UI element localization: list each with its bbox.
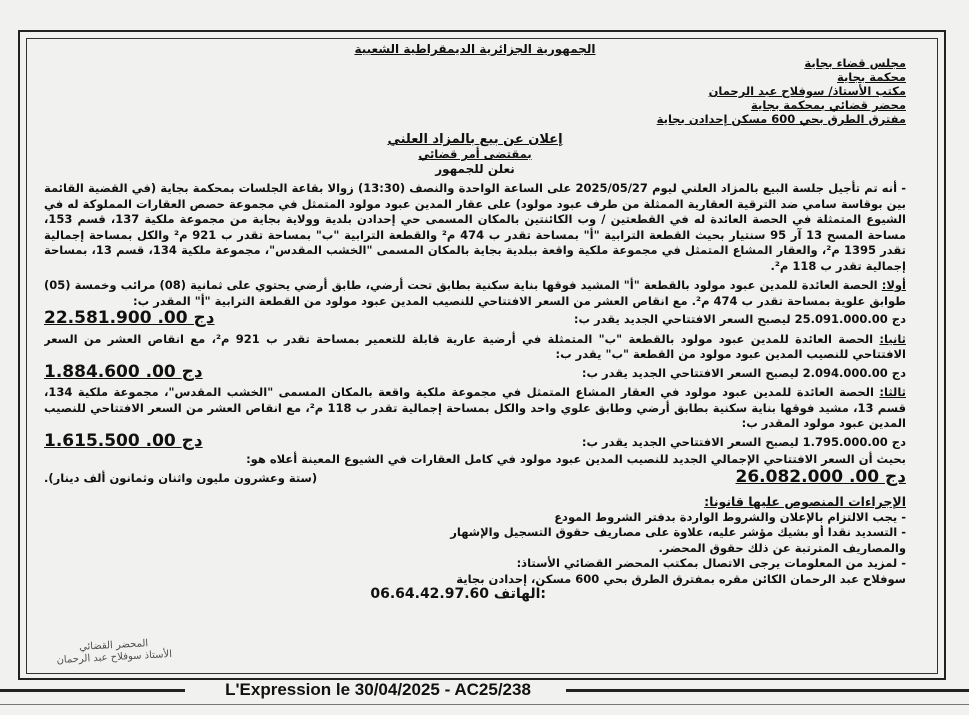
section-2-prices bbox=[44, 361, 906, 382]
section-2-heading: ثانيا: bbox=[879, 331, 906, 346]
section-3-new-price: 1.615.500 .00 دج bbox=[44, 430, 203, 451]
court-council: مجلس قضاء بجاية bbox=[804, 56, 906, 70]
publication-footer: L'Expression le 30/04/2025 - AC25/238 bbox=[225, 680, 531, 699]
section-3-text: الحصة العائدة للمدين عبود مولود في العقار المشاع المتمثل في مجموعة ملكية واقعة بالمكان المسمى "الخشب المقدس"، مجموعة ملكية 134، قسم 13، مشيد فوقها بناية سكنية بطابق أرضي وطابق علوي واحد والكل بمساحة إجمالية تقدر ب 118 م²، مع انقاص العشر من السعر الافتتاحي للنصيب المدين عبود مولود المقدر ب: bbox=[44, 385, 906, 430]
title-line-1: إعلان عن بيع بالمزاد العلني bbox=[387, 132, 563, 147]
court-name: محكمة بجاية bbox=[837, 70, 906, 84]
intro-text: - أنه تم تأجيل جلسة البيع بالمزاد العلني ليوم 2025/05/27 على الساعة الواحدة والنصف (13:30) زوالا بقاعة الجلسات بمحكمة بجاية (في القضية القائمة بين بوقاسة سامي ضد الترقية العقارية الممثلة من طرف عبود مولود) على عقار المدين عبود مولود المتمثل في مجموعة حصص العقارات المملوكة له في الشيوع المتمثلة في الحصة العائدة له في القطعتين / وب الكائنتين بالمكان المسمى حي إحدادن بلدية وولاية بجاية من مجموعة ملكية 137، قسم 153، مساحة المسح 13 آر 95 سنتيار بحيث القطعة الترابية "أ" بمساحة تقدر ب 474 م² والقطعة الترابية "ب" بمساحة تقدر ب 921 م² والكل بمساحة إجمالية تقدر 1395 م²، والعقار المشاع المتمثل في مجموعة ملكية واقعة ببلدية بجاية بالمكان المسمى "الخشب المقدس"، مجموعة ملكية 134، قسم 13، بمساحة إجمالية تقدر ب 118 م². bbox=[44, 181, 906, 273]
bailiff-title: محضر قضائي بمحكمة بجاية bbox=[751, 98, 906, 112]
section-3 bbox=[44, 385, 906, 486]
section-3-new-label: ليصبح السعر الافتتاحي الجديد يقدر ب: bbox=[581, 434, 799, 449]
section-2-new-label: ليصبح السعر الافتتاحي الجديد يقدر ب: bbox=[581, 365, 799, 380]
section-2 bbox=[44, 332, 906, 382]
section-1-heading: أولا: bbox=[881, 278, 906, 292]
issuer-block bbox=[44, 56, 906, 126]
page-edge bbox=[0, 704, 969, 715]
procedures-title: الإجراءات المنصوص عليها قانونا: bbox=[704, 494, 906, 509]
section-1-text: الحصة العائدة للمدين عبود مولود بالقطعة "أ" المشيد فوقها بناية سكنية بطابق تحت أرضي، طابق أرضي يحتوي على ثمانية (08) مرائب وخمسة (05) طوابق علوية بمساحة تقدر ب 474 م². مع انقاص العشر من السعر الافتتاحي للنصيب المدين عبود مولود من القطعة الترابية "أ" المقدر ب: bbox=[44, 278, 906, 308]
footer-rule-left bbox=[0, 689, 185, 692]
section-1-old-price: 25.091.000.00 دج bbox=[794, 312, 906, 326]
section-3-old-price: 1.795.000.00 دج bbox=[802, 434, 906, 449]
procedure-item: - التسديد نقدا أو بشيك مؤشر عليه، علاوة على مصاريف حقوق التسجيل والإشهار bbox=[450, 525, 906, 539]
stamp-line-1: المحضر القضائي bbox=[78, 638, 149, 653]
section-2-new-price: 1.884.600 .00 دج bbox=[44, 361, 203, 382]
section-1 bbox=[44, 278, 906, 328]
total-price: 26.082.000 .00 دج bbox=[735, 466, 906, 487]
phone-label: الهاتف: bbox=[493, 586, 546, 602]
total-text: بحيث أن السعر الافتتاحي الإجمالي الجديد للنصيب المدين عبود مولود في كامل العقارات في الشيوع المعينة أعلاه هو: bbox=[246, 452, 906, 466]
office-address: مفترق الطرق بحي 600 مسكن إحدادن بجاية bbox=[656, 112, 906, 126]
intro-paragraph bbox=[44, 181, 906, 274]
announcement bbox=[44, 38, 906, 668]
section-1-new-label: ليصبح السعر الافتتاحي الجديد يقدر ب: bbox=[573, 312, 791, 326]
phone-number: 06.64.42.97.60 bbox=[370, 586, 490, 602]
stamp-line-2: الأستاذ سوفلاح عبد الرحمان bbox=[56, 648, 173, 667]
phone-line bbox=[44, 587, 906, 603]
procedure-item: سوفلاح عبد الرحمان الكائن مقره بمفترق الطرق بحي 600 مسكن، إحدادن بجاية bbox=[456, 571, 906, 586]
total-price-line bbox=[44, 466, 906, 487]
office-name: مكتب الأستاذ/ سوفلاح عبد الرحمان bbox=[708, 84, 906, 98]
procedure-item: - يجب الالتزام بالإعلان والشروط الواردة بدفتر الشروط المودع bbox=[554, 509, 906, 524]
section-2-old-price: 2.094.000.00 دج bbox=[802, 365, 906, 380]
procedure-item: - لمزيد من المعلومات يرجى الاتصال بمكتب المحضر القضائي الأستاذ: bbox=[516, 556, 906, 570]
section-1-new-price: 22.581.900 .00 دج bbox=[44, 308, 215, 328]
section-1-prices bbox=[44, 308, 906, 328]
footer-rule-right bbox=[566, 689, 969, 692]
procedure-item: والمصاريف المترتبة عن ذلك حقوق المحضر. bbox=[658, 540, 906, 555]
title-line-3: نعلن للجمهور bbox=[435, 162, 515, 176]
total-words: (ستة وعشرون مليون واثنان وثمانون ألف دينار). bbox=[44, 470, 318, 485]
title-line-2: بمقتضى أمر قضائي bbox=[418, 147, 532, 161]
procedures-list bbox=[44, 510, 906, 588]
section-2-text: الحصة العائدة للمدين عبود مولود بالقطعة "ب" المتمثلة في أرضية عارية قابلة للتعمير بمساحة تقدر ب 921 م²، مع انقاص العشر من السعر الافتتاحي للنصيب المدين عبود مولود من القطعة "ب" يقدر ب: bbox=[44, 331, 906, 361]
section-3-prices bbox=[44, 430, 906, 451]
republic-header: الجمهورية الجزائرية الديمقراطية الشعبية bbox=[354, 42, 596, 56]
section-3-heading: ثالثا: bbox=[879, 385, 906, 399]
announcement-title bbox=[44, 132, 906, 177]
